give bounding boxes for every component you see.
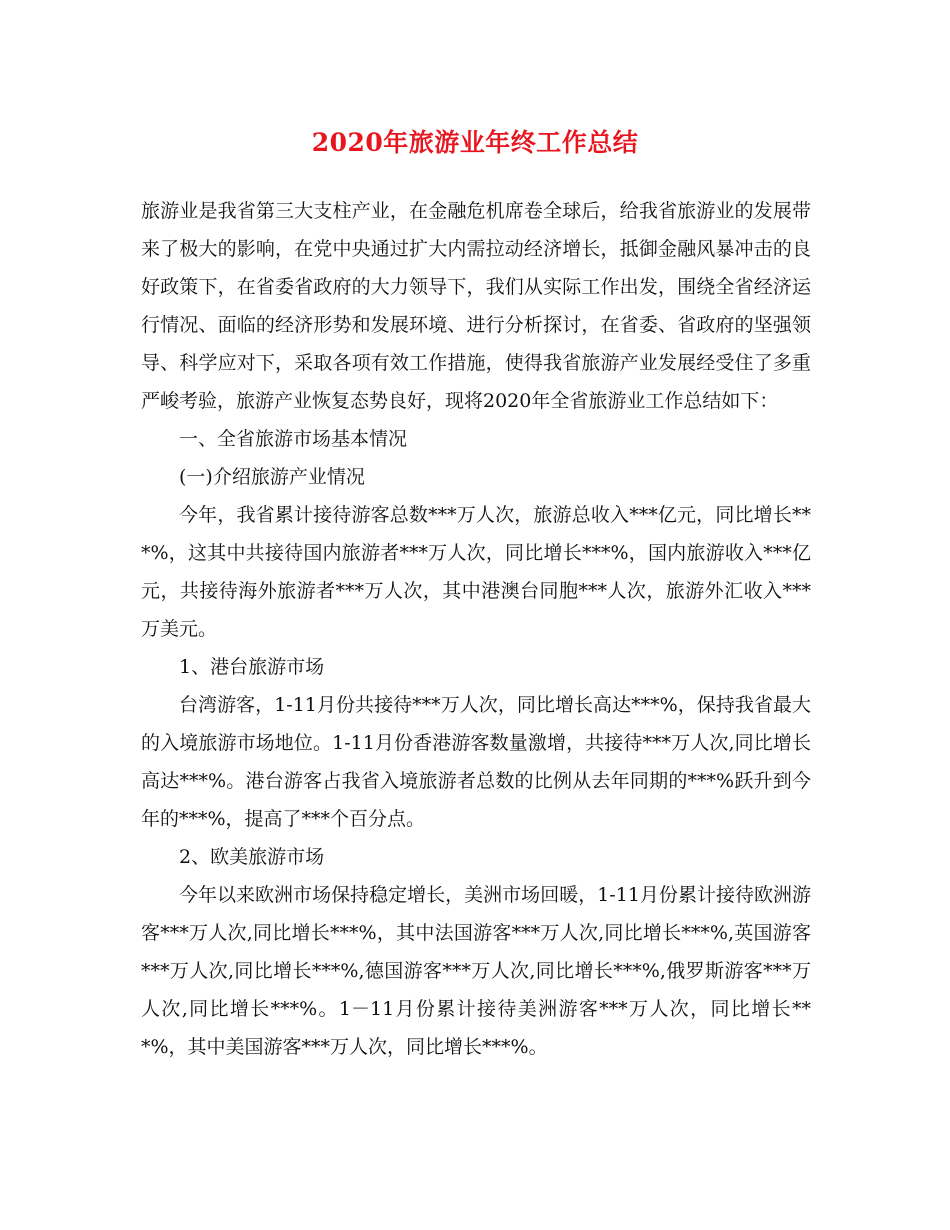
europe-america-market-paragraph: 今年以来欧洲市场保持稳定增长，美洲市场回暖，1-11月份累计接待欧洲游客***万人次,同比增长***%，其中法国游客***万人次,同比增长***%,英国游客***万人次,同比增长***%,德国游客***万人次,同比增长***%,俄罗斯游客***万人次,同比增长***%。1－11月份累计接待美洲游客***万人次，同比增长***%，其中美国游客***万人次，同比增长***%。 [141,884,811,1058]
intro-paragraph: 旅游业是我省第三大支柱产业，在金融危机席卷全球后，给我省旅游业的发展带来了极大的影响，在党中央通过扩大内需拉动经济增长，抵御金融风暴冲击的良好政策下，在省委省政府的大力领导下，我们从实际工作出发，围绕全省经济运行情况、面临的经济形势和发展环境、进行分析探讨，在省委、省政府的坚强领导、科学应对下，采取各项有效工作措施，使得我省旅游产业发展经受住了多重严峻考验，旅游产业恢复态势良好，现将2020年全省旅游业工作总结如下： [141,200,811,412]
hk-taiwan-market-paragraph: 台湾游客，1-11月份共接待***万人次，同比增长高达***%，保持我省最大的入境旅游市场地位。1-11月份香港游客数量激增，共接待***万人次,同比增长高达***%。港台游客占我省入境旅游者总数的比例从去年同期的***%跃升到今年的***%，提高了***个百分点。 [141,694,811,830]
document-title: 2020年旅游业年终工作总结 [311,128,639,157]
document-body [141,192,811,1066]
heading-hk-taiwan-market: 1、港台旅游市场 [179,656,325,678]
section-heading-market-overview: 一、全省旅游市场基本情况 [179,428,408,450]
heading-europe-america-market: 2、欧美旅游市场 [179,846,325,868]
subsection-heading-industry: (一)介绍旅游产业情况 [179,466,365,488]
industry-stats-paragraph: 今年，我省累计接待游客总数***万人次，旅游总收入***亿元，同比增长***%，这其中共接待国内旅游者***万人次，同比增长***%，国内旅游收入***亿元，共接待海外旅游者***万人次，其中港澳台同胞***人次，旅游外汇收入***万美元。 [141,504,811,640]
